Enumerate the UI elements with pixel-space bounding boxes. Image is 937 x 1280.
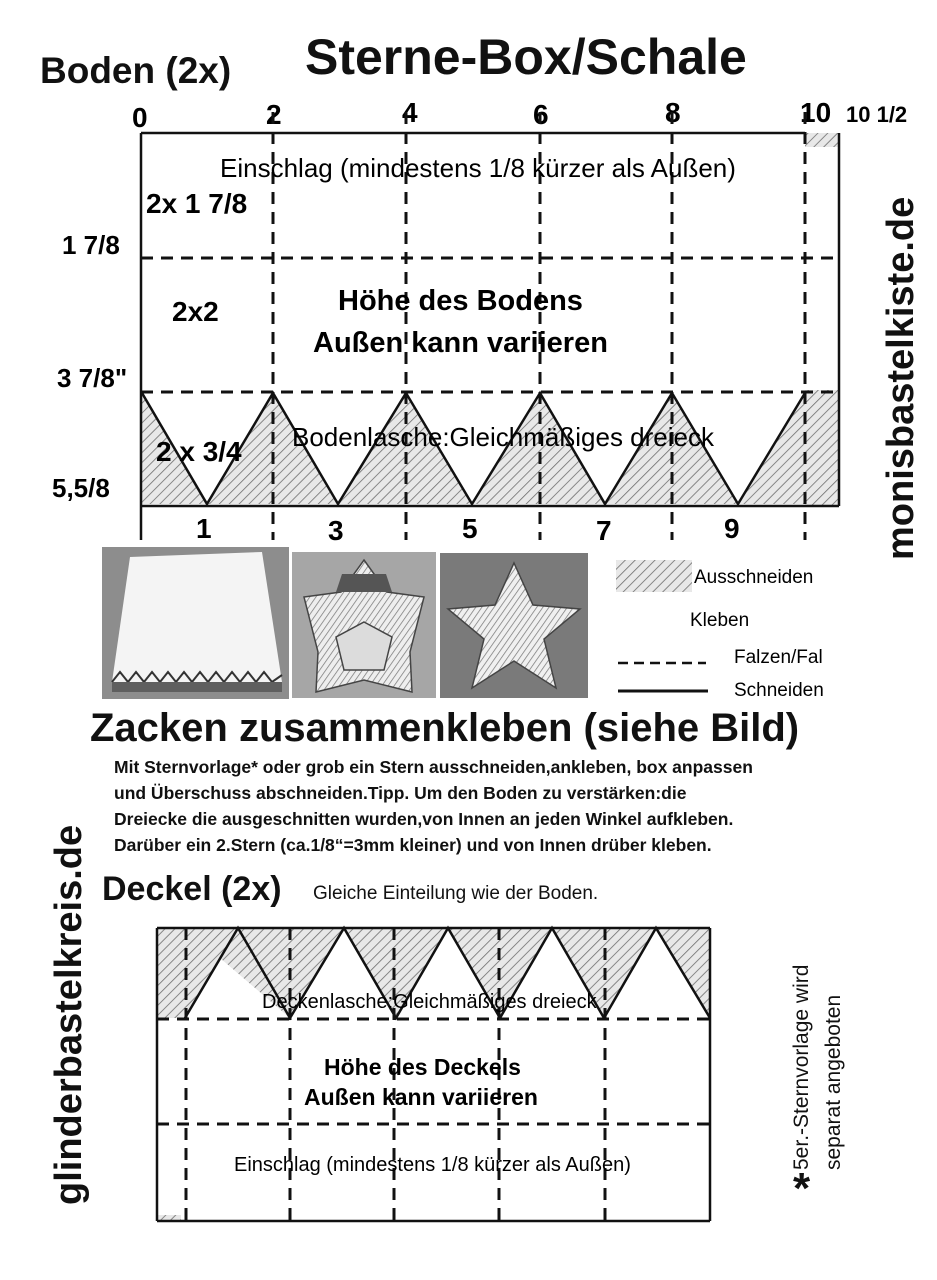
instruction-line: Dreiecke die ausgeschnitten wurden,von Innen an jeden Winkel aufkleben.: [114, 809, 734, 829]
deckel-template-diagram: [0, 915, 760, 1235]
dim-hoehe: 2x2: [172, 296, 219, 327]
side-note: [786, 965, 850, 1170]
ruler-label: 9: [724, 513, 740, 544]
flat-template-drawing: [102, 547, 289, 699]
page-title: Sterne-Box/Schale: [305, 29, 747, 85]
watermark-left: glinderbastelkreis.de: [48, 824, 90, 1205]
mark-label: 1 7/8: [62, 230, 120, 260]
deckel-heading: Deckel (2x): [102, 870, 282, 908]
open-star-box-drawing: [292, 552, 436, 698]
photo-flat-template: [102, 547, 289, 699]
einschlag-label: Einschlag (mindestens 1/8 kürzer als Außen): [220, 153, 736, 183]
ruler-label: 4: [402, 97, 418, 128]
hoehe-line1: Höhe des Bodens: [338, 285, 583, 317]
boden-template-diagram: [0, 0, 937, 560]
photo-closed-star-box: [440, 553, 588, 698]
legend-hatch-swatch: [616, 560, 692, 592]
asterisk-mark: *: [793, 1164, 811, 1213]
hoehe-line2: Außen kann variieren: [313, 327, 608, 359]
boden-heading: Boden (2x): [40, 50, 232, 91]
ruler-label: 7: [596, 515, 612, 546]
dim-lasche: 2 x 3/4: [156, 436, 242, 467]
photo-open-star-box: [292, 552, 436, 698]
bottom-ruler: [196, 513, 740, 546]
legend: [610, 555, 870, 705]
hatch-end-strip: [805, 390, 839, 506]
ruler-label: 8: [665, 97, 681, 128]
dim-einschlag: 2x 1 7/8: [146, 188, 248, 219]
deckel-hoehe-line2: Außen kann variieren: [304, 1084, 538, 1110]
instructions: [114, 754, 753, 858]
instruction-line: und Überschuss abschneiden.Tipp. Um den Boden zu verstärken:die: [114, 783, 687, 803]
left-marks: [52, 230, 127, 503]
closed-star-box-drawing: [440, 553, 588, 698]
legend-glue: Kleben: [690, 610, 750, 631]
deckel-einschlag-label: Einschlag (mindestens 1/8 kürzer als Außen): [234, 1154, 631, 1176]
top-ruler: [132, 97, 831, 133]
ruler-label: 6: [533, 99, 549, 130]
mark-label: 5,5/8: [52, 473, 110, 503]
ruler-label: 1: [196, 513, 212, 544]
side-note-line: 5er.-Sternvorlage wird: [790, 964, 813, 1170]
legend-cut-out: Ausschneiden: [694, 567, 814, 588]
deckel-hoehe-line1: Höhe des Deckels: [324, 1054, 521, 1080]
side-note-line: separat angeboten: [822, 994, 845, 1170]
ruler-label: 10: [800, 97, 832, 128]
ruler-label: 2: [266, 99, 282, 130]
legend-cut: Schneiden: [734, 680, 824, 701]
ruler-label: 5: [462, 513, 478, 544]
lasche-label: Bodenlasche:Gleichmäßiges dreieck: [292, 422, 714, 452]
instruction-line: Darüber ein 2.Stern (ca.1/8“=3mm kleiner) und von Innen drüber kleben.: [114, 835, 712, 855]
hatch-corner-top: [805, 133, 839, 147]
ruler-label: 3: [328, 515, 344, 546]
zacken-heading: Zacken zusammenkleben (siehe Bild): [90, 706, 800, 750]
deckel-subtitle: Gleiche Einteilung wie der Boden.: [313, 883, 599, 904]
deckel-lasche-label: Deckenlasche:Gleichmäßiges dreieck: [262, 991, 597, 1013]
watermark-right: monisbastelkiste.de: [880, 196, 922, 560]
mark-label: 3 7/8": [57, 363, 128, 393]
ruler-label: 10 1/2: [846, 102, 908, 127]
legend-fold: Falzen/Fal: [734, 647, 823, 668]
ruler-label: 0: [132, 102, 148, 133]
instruction-line: Mit Sternvorlage* oder grob ein Stern ausschneiden,ankleben, box anpassen: [114, 757, 753, 777]
